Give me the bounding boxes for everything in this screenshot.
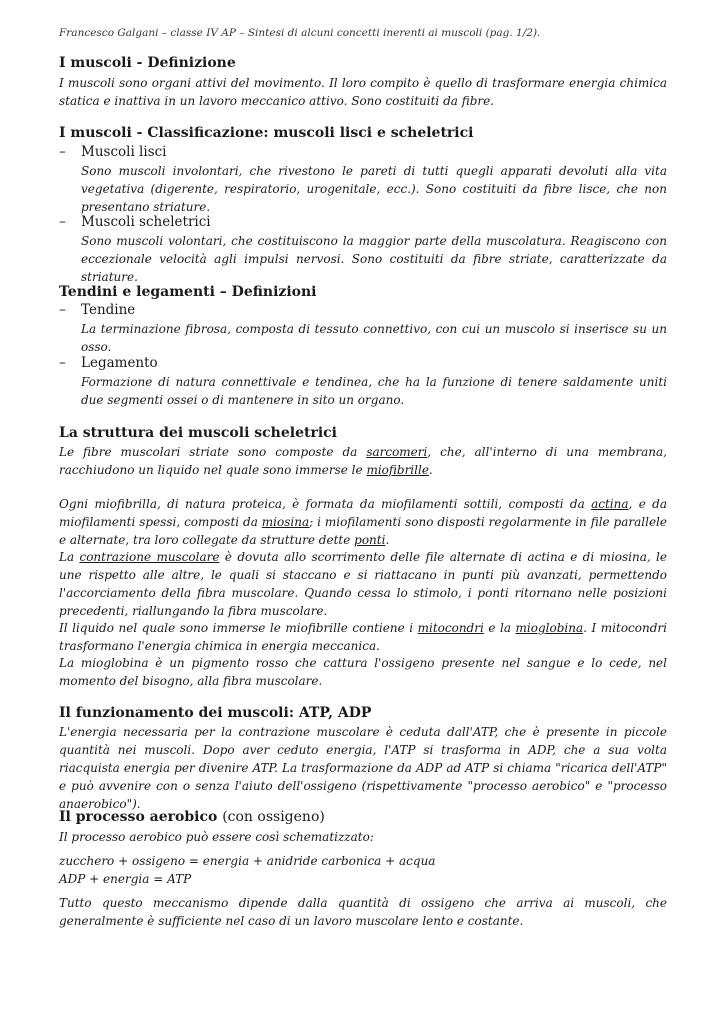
bullet-label: Legamento: [81, 355, 158, 371]
text-run: , e da miofilamenti spessi, composti da: [59, 497, 667, 529]
running-header: Francesco Galgani – classe IV AP – Sintesi di alcuni concetti inerenti ai muscoli (pag. 1/2).: [59, 27, 541, 39]
text-run: .: [385, 533, 390, 547]
heading-atp-adp: Il funzionamento dei muscoli: ATP, ADP: [59, 705, 372, 721]
heading-tendini-legamenti: Tendini e legamenti – Definizioni: [59, 284, 317, 300]
equation-respirazione: zucchero + ossigeno = energia + anidride carbonica + acqua: [59, 854, 436, 868]
text-run: e la: [483, 621, 516, 635]
paragraph-aerobico-conclusione: Tutto questo meccanismo dipende dalla quantità di ossigeno che arriva ai muscoli, che generalmente è sufficiente nel caso di un lavoro muscolare lento e costante.: [59, 896, 667, 928]
paragraph-sarcomeri: [59, 443, 667, 479]
text-run: Ogni miofibrilla, di natura proteica, è formata da miofilamenti sottili, composti da: [59, 497, 592, 511]
paragraph-legamento: Formazione di natura connettivale e tendinea, che ha la funzione di tenere saldamente uniti due segmenti ossei o di mantenere in sito un organo.: [81, 375, 667, 407]
term-contrazione-muscolare: contrazione muscolare: [79, 550, 220, 564]
bullet-muscoli-scheletrici: [59, 214, 211, 230]
text-run: Il liquido nel quale sono immerse le miofibrille contiene i: [59, 621, 418, 635]
heading-struttura: La struttura dei muscoli scheletrici: [59, 425, 337, 441]
bullet-label: Muscoli lisci: [81, 144, 167, 160]
dash-glyph: –: [59, 302, 66, 318]
heading-bold-part: Il processo aerobico: [59, 809, 218, 825]
bullet-label: Muscoli scheletrici: [81, 214, 211, 230]
text-run: è dovuta allo scorrimento delle file alternate di actina e di miosina, le une rispetto alle altre, le quali si staccano e si riattacano in punti più avanzati, permettendo l'accorciamento della fibra muscolare. Quando cessa lo stimolo, i ponti ritornano nelle posizioni precedenti, riallungando la fibra muscolare.: [59, 550, 667, 618]
text-run: Le fibre muscolari striate sono composte da: [59, 445, 367, 459]
heading-plain-part: (con ossigeno): [222, 809, 325, 825]
paragraph-mioglobina: La mioglobina è un pigmento rosso che cattura l'ossigeno presente nel sangue e lo cede, nel momento del bisogno, alla fibra muscolare.: [59, 656, 667, 688]
text-run: . I mitocondri trasformano l'energia chimica in energia meccanica.: [59, 621, 667, 653]
paragraph-muscoli-scheletrici: Sono muscoli volontari, che costituiscono la maggior parte della muscolatura. Reagiscono con eccezionale velocità agli impulsi nervosi. Sono costituiti da fibre striate, caratterizzate da striature.: [81, 234, 667, 284]
term-ponti: ponti: [354, 533, 386, 547]
equation-atp: ADP + energia = ATP: [59, 872, 192, 886]
dash-glyph: –: [59, 355, 66, 371]
term-actina: actina: [591, 497, 629, 511]
term-miofibrille: miofibrille: [366, 463, 429, 477]
term-mitocondri: mitocondri: [417, 621, 484, 635]
paragraph-definizione: I muscoli sono organi attivi del movimento. Il loro compito è quello di trasformare energia chimica statica e inattiva in un lavoro meccanico attivo. Sono costituiti da fibre.: [59, 76, 667, 108]
dash-glyph: –: [59, 214, 66, 230]
heading-definizione: I muscoli - Definizione: [59, 55, 236, 71]
text-run: ; i miofilamenti sono disposti regolarmente in file parallele e alternate, tra loro collegate da strutture dette: [59, 515, 667, 547]
text-run: .: [428, 463, 433, 477]
bullet-tendine: [59, 302, 135, 318]
term-miosina: miosina: [261, 515, 310, 529]
paragraph-contrazione: [59, 548, 667, 620]
paragraph-aerobico-intro: Il processo aerobico può essere così schematizzato:: [59, 830, 374, 844]
paragraph-miofibrilla: [59, 495, 667, 549]
text-run: , che, all'interno di una membrana, racchiudono un liquido nel quale sono immerse le: [59, 445, 667, 477]
paragraph-atp-adp: L'energia necessaria per la contrazione muscolare è ceduta dall'ATP, che è presente in piccole quantità nei muscoli. Dopo aver ceduto energia, l'ATP si trasforma in ADP, che a sua volta riacquista energia per divenire ATP. La trasformazione da ADP ad ATP si chiama "ricarica dell'ATP" e può avvenire con o senza l'aiuto dell'ossigeno (rispettivamente "processo aerobico" e "processo anaerobico").: [59, 725, 667, 811]
bullet-legamento: [59, 355, 158, 371]
term-sarcomeri: sarcomeri: [366, 445, 428, 459]
bullet-label: Tendine: [81, 302, 136, 318]
paragraph-tendine: La terminazione fibrosa, composta di tessuto connettivo, con cui un muscolo si inserisce su un osso.: [81, 322, 667, 354]
heading-processo-aerobico: [59, 809, 325, 825]
heading-classificazione: I muscoli - Classificazione: muscoli lisci e scheletrici: [59, 125, 474, 141]
paragraph-mitocondri: [59, 619, 667, 655]
dash-glyph: –: [59, 144, 66, 160]
term-mioglobina: mioglobina: [515, 621, 584, 635]
bullet-muscoli-lisci: [59, 144, 167, 160]
paragraph-muscoli-lisci: Sono muscoli involontari, che rivestono le pareti di tutti quegli apparati devoluti alla vita vegetativa (digerente, respiratorio, urogenitale, ecc.). Sono costituiti da fibre lisce, che non presentano striature.: [81, 164, 667, 214]
text-run: La: [59, 550, 80, 564]
